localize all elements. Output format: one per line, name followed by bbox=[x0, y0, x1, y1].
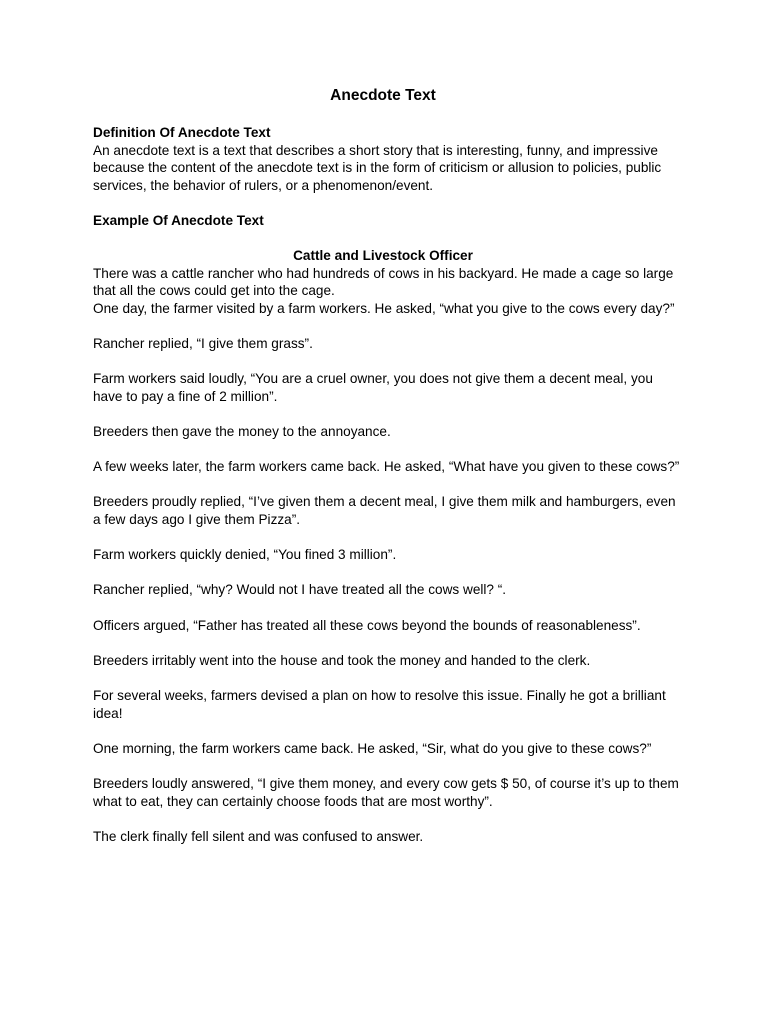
story-paragraph: Officers argued, “Father has treated all these cows beyond the bounds of reasonableness”. bbox=[93, 617, 641, 633]
document-body bbox=[93, 124, 683, 863]
story-paragraph: The clerk finally fell silent and was confused to answer. bbox=[93, 828, 424, 844]
story-title: Cattle and Livestock Officer bbox=[293, 248, 473, 264]
definition-heading: Definition Of Anecdote Text bbox=[93, 125, 271, 140]
story-paragraph: One morning, the farm workers came back. He asked, “Sir, what do you give to these cows?” bbox=[93, 740, 652, 756]
story-paragraph: Breeders proudly replied, “I’ve given them a decent meal, I give them milk and hamburgers, even a few days ago I give them Pizza”. bbox=[93, 494, 676, 528]
story-paragraph: Breeders loudly answered, “I give them money, and every cow gets $ 50, of course it’s up to them what to eat, they can certainly choose foods that are most worthy”. bbox=[93, 775, 679, 809]
story-paragraph: Rancher replied, “I give them grass”. bbox=[93, 336, 313, 352]
example-heading: Example Of Anecdote Text bbox=[93, 212, 264, 228]
story-paragraph: Breeders irritably went into the house and took the money and handed to the clerk. bbox=[93, 652, 591, 668]
definition-paragraph: An anecdote text is a text that describes a short story that is interesting, funny, and impressive because the content of the anecdote text is in the form of criticism or allusion to policies, public services, the behavior of rulers, or a phenomenon/event. bbox=[93, 142, 662, 193]
story-paragraph: Farm workers quickly denied, “You fined 3 million”. bbox=[93, 547, 397, 563]
story-intro-paragraph: There was a cattle rancher who had hundreds of cows in his backyard. He made a cage so large that all the cows could get into the cage. bbox=[93, 265, 674, 299]
story-paragraph: One day, the farmer visited by a farm workers. He asked, “what you give to the cows every day?” bbox=[93, 300, 675, 316]
story-paragraph: A few weeks later, the farm workers came back. He asked, “What have you given to these cows?” bbox=[93, 459, 680, 475]
page-title: Anecdote Text bbox=[330, 87, 436, 104]
story-paragraph: For several weeks, farmers devised a plan on how to resolve this issue. Finally he got a brilliant idea! bbox=[93, 688, 666, 721]
story-paragraph: Breeders then gave the money to the annoyance. bbox=[93, 424, 391, 440]
story-paragraph: Farm workers said loudly, “You are a cruel owner, you does not give them a decent meal, you have to pay a fine of 2 million”. bbox=[93, 371, 653, 404]
story-paragraph: Rancher replied, “why? Would not I have treated all the cows well? “. bbox=[93, 582, 507, 598]
